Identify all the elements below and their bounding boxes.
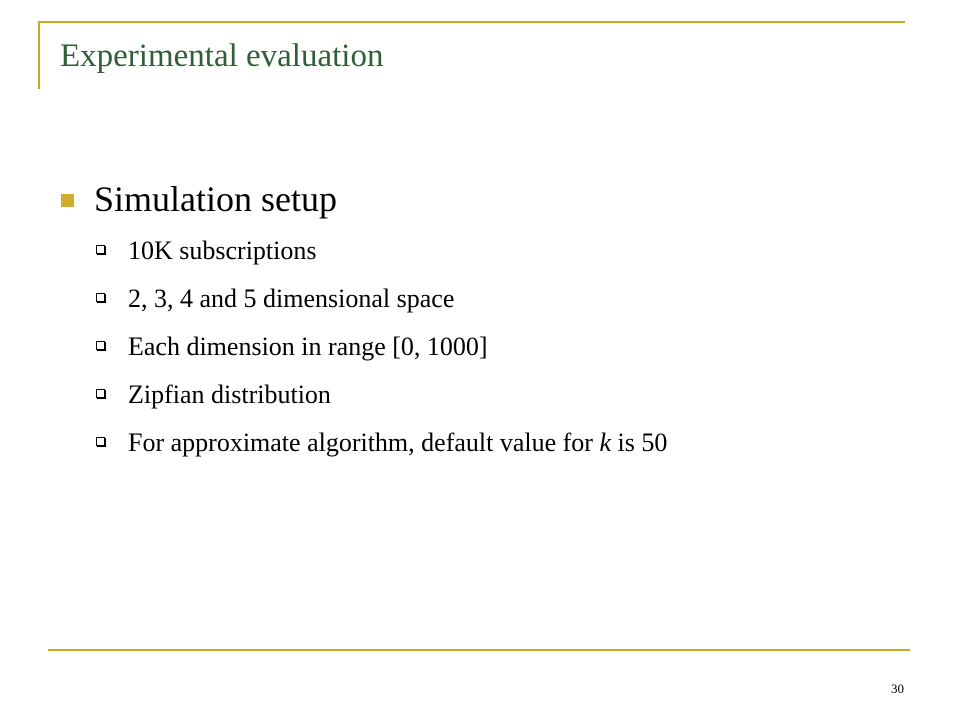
list-item [58,322,918,370]
list-item-text-after: is 50 [611,428,668,457]
title-frame-left-rule [38,21,40,89]
list-item [58,274,918,322]
hollow-square-bullet-icon [96,437,105,446]
square-bullet-icon [61,194,74,207]
list-item [58,418,918,466]
title-frame-top-rule [38,21,905,23]
bullet-simulation-setup [58,176,918,226]
slide-body [58,176,918,466]
list-item-text: 10K subscriptions [128,236,317,265]
page-number: 30 [891,681,904,696]
list-item [58,370,918,418]
list-item-text-before: For approximate algorithm, default value for [128,428,600,457]
list-item-text: Zipfian distribution [128,380,331,409]
sub-bullet-list [58,226,918,466]
variable-k: k [599,428,612,457]
footer-rule [48,649,910,651]
list-item-text: Each dimension in range [0, 1000] [128,332,488,361]
slide-title: Experimental evaluation [60,38,384,74]
hollow-square-bullet-icon [96,341,105,350]
list-item [58,226,918,274]
bullet-heading: Simulation setup [94,179,337,219]
list-item-text: 2, 3, 4 and 5 dimensional space [128,284,455,313]
list-item-text [128,426,667,460]
hollow-square-bullet-icon [96,389,105,398]
hollow-square-bullet-icon [96,245,105,254]
hollow-square-bullet-icon [96,293,105,302]
